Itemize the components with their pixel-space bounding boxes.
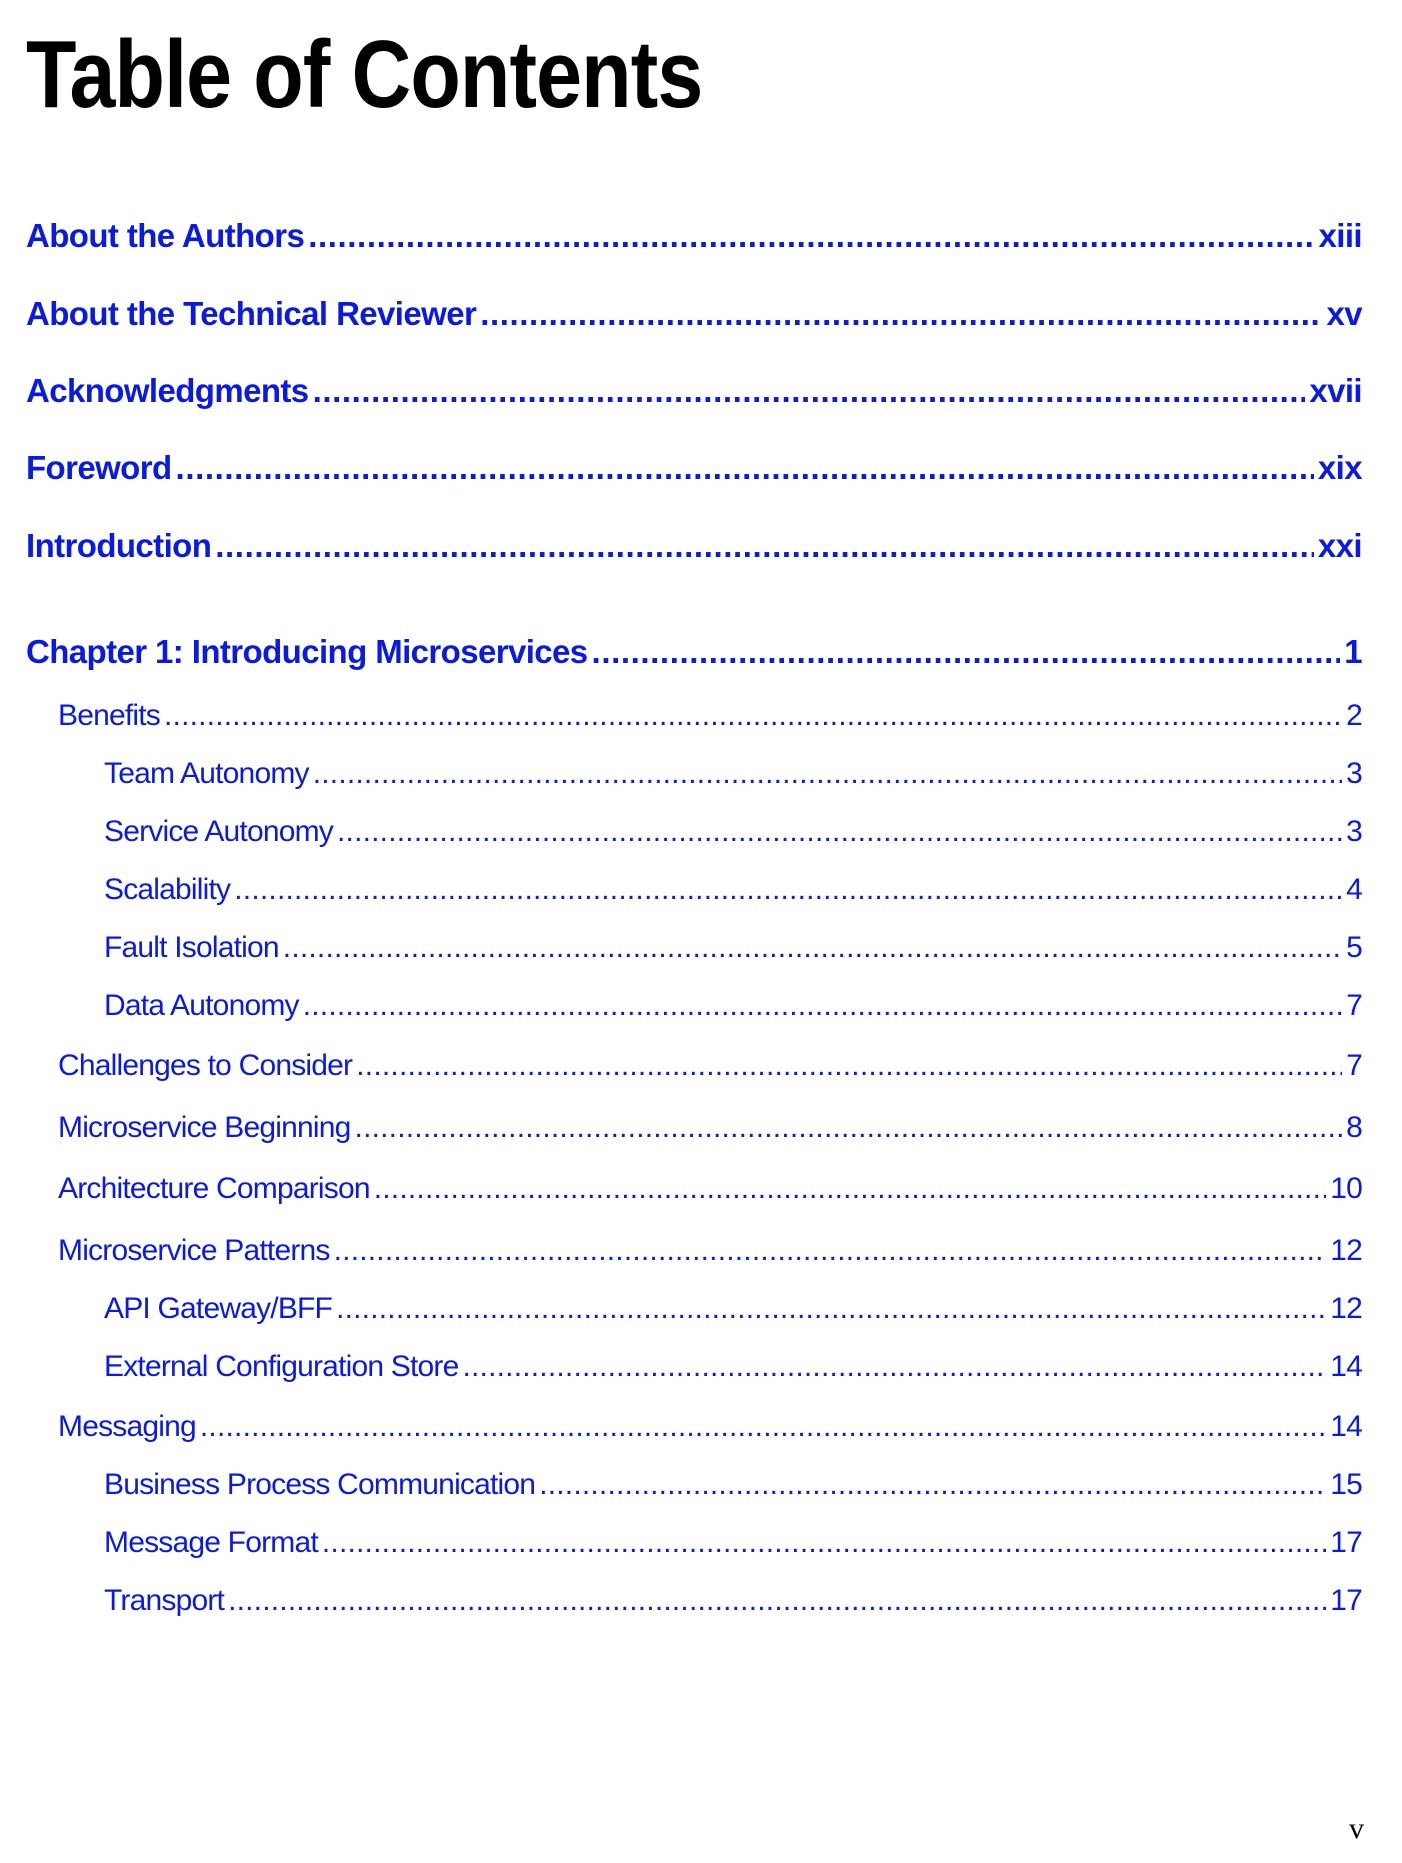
toc-entry-page: 3 bbox=[1346, 815, 1362, 848]
toc-entry-label: Business Process Communication bbox=[104, 1468, 536, 1501]
toc-entry-label: About the Authors bbox=[26, 217, 305, 254]
page-number: v bbox=[1349, 1812, 1364, 1845]
toc-entry-chapter-1[interactable] bbox=[26, 632, 1362, 672]
toc-entry-page: 12 bbox=[1330, 1292, 1362, 1325]
toc-entry-label: Data Autonomy bbox=[104, 989, 299, 1022]
toc-entry-label: Benefits bbox=[58, 699, 160, 732]
toc-entry-foreword[interactable] bbox=[26, 448, 1362, 488]
toc-entry-microservice-patterns[interactable] bbox=[58, 1232, 1362, 1270]
toc-entry-label: Service Autonomy bbox=[104, 815, 333, 848]
toc-entry-label: Transport bbox=[104, 1584, 225, 1617]
dot-leader bbox=[228, 1582, 1326, 1620]
toc-entry-benefits[interactable] bbox=[58, 697, 1362, 735]
toc-entry-page: 8 bbox=[1346, 1111, 1362, 1144]
toc-entry-page: 1 bbox=[1344, 633, 1362, 670]
toc-entry-page: 7 bbox=[1346, 989, 1362, 1022]
toc-entry-page: 17 bbox=[1330, 1584, 1362, 1617]
toc-entry-label: Introduction bbox=[26, 527, 212, 564]
dot-leader bbox=[176, 448, 1314, 488]
toc-entry-label: Fault Isolation bbox=[104, 931, 279, 964]
toc-entry-label: Foreword bbox=[26, 449, 172, 486]
toc-entry-team-autonomy[interactable] bbox=[104, 755, 1362, 793]
toc-entry-about-the-technical-reviewer[interactable] bbox=[26, 294, 1362, 334]
toc-entry-label: About the Technical Reviewer bbox=[26, 295, 477, 332]
toc-entry-external-configuration-store[interactable] bbox=[104, 1348, 1362, 1386]
toc-entry-page: 7 bbox=[1346, 1049, 1362, 1082]
dot-leader bbox=[480, 294, 1322, 334]
dot-leader bbox=[355, 1109, 1343, 1147]
dot-leader bbox=[164, 697, 1342, 735]
dot-leader bbox=[283, 929, 1342, 967]
dot-leader bbox=[234, 871, 1342, 909]
toc-entry-page: 12 bbox=[1330, 1234, 1362, 1267]
dot-leader bbox=[313, 755, 1342, 793]
toc-entry-page: xxi bbox=[1317, 527, 1362, 564]
dot-leader bbox=[334, 1232, 1327, 1270]
toc-entry-page: 3 bbox=[1346, 757, 1362, 790]
toc-entry-page: 2 bbox=[1346, 699, 1362, 732]
toc-entry-transport[interactable] bbox=[104, 1582, 1362, 1620]
dot-leader bbox=[336, 1290, 1326, 1328]
dot-leader bbox=[303, 987, 1342, 1025]
toc-entry-label: Chapter 1: Introducing Microservices bbox=[26, 633, 588, 670]
dot-leader bbox=[539, 1466, 1326, 1504]
toc-entry-label: Message Format bbox=[104, 1526, 318, 1559]
toc-entry-label: Scalability bbox=[104, 873, 231, 906]
toc-entry-page: 14 bbox=[1330, 1410, 1362, 1443]
toc-entry-challenges-to-consider[interactable] bbox=[58, 1047, 1362, 1085]
page-title: Table of Contents bbox=[26, 21, 703, 128]
dot-leader bbox=[308, 216, 1314, 256]
toc-entry-label: Architecture Comparison bbox=[58, 1172, 370, 1205]
toc-entry-page: xvii bbox=[1309, 372, 1362, 409]
toc-entry-architecture-comparison[interactable] bbox=[58, 1170, 1362, 1208]
toc-entry-label: Microservice Patterns bbox=[58, 1234, 330, 1267]
dot-leader bbox=[356, 1047, 1342, 1085]
toc-entry-fault-isolation[interactable] bbox=[104, 929, 1362, 967]
toc-entry-data-autonomy[interactable] bbox=[104, 987, 1362, 1025]
dot-leader bbox=[592, 632, 1341, 672]
toc-entry-page: xv bbox=[1326, 295, 1362, 332]
toc-entry-messaging[interactable] bbox=[58, 1408, 1362, 1446]
toc-entry-page: 15 bbox=[1330, 1468, 1362, 1501]
toc-entry-page: 14 bbox=[1330, 1350, 1362, 1383]
toc-entry-service-autonomy[interactable] bbox=[104, 813, 1362, 851]
dot-leader bbox=[374, 1170, 1326, 1208]
toc-entry-api-gateway-bff[interactable] bbox=[104, 1290, 1362, 1328]
toc-entry-introduction[interactable] bbox=[26, 526, 1362, 566]
toc-entry-page: xix bbox=[1317, 449, 1362, 486]
toc-entry-page: 10 bbox=[1330, 1172, 1362, 1205]
toc-entry-page: xiii bbox=[1318, 217, 1362, 254]
dot-leader bbox=[200, 1408, 1326, 1446]
toc-entry-about-the-authors[interactable] bbox=[26, 216, 1362, 256]
toc-entry-label: Challenges to Consider bbox=[58, 1049, 353, 1082]
dot-leader bbox=[337, 813, 1342, 851]
toc-entry-acknowledgments[interactable] bbox=[26, 371, 1362, 411]
toc-entry-message-format[interactable] bbox=[104, 1524, 1362, 1562]
toc-entry-page: 5 bbox=[1346, 931, 1362, 964]
dot-leader bbox=[313, 371, 1306, 411]
toc-entry-label: External Configuration Store bbox=[104, 1350, 459, 1383]
dot-leader bbox=[322, 1524, 1326, 1562]
dot-leader bbox=[215, 526, 1314, 566]
toc-entry-label: API Gateway/BFF bbox=[104, 1292, 333, 1325]
toc-entry-scalability[interactable] bbox=[104, 871, 1362, 909]
toc-entry-label: Team Autonomy bbox=[104, 757, 309, 790]
toc-entry-microservice-beginning[interactable] bbox=[58, 1109, 1362, 1147]
toc-entry-label: Microservice Beginning bbox=[58, 1111, 351, 1144]
dot-leader bbox=[462, 1348, 1326, 1386]
toc-entry-label: Acknowledgments bbox=[26, 372, 309, 409]
toc-entry-business-process-communication[interactable] bbox=[104, 1466, 1362, 1504]
toc-entry-label: Messaging bbox=[58, 1410, 196, 1443]
toc-entry-page: 4 bbox=[1346, 873, 1362, 906]
toc-entry-page: 17 bbox=[1330, 1526, 1362, 1559]
